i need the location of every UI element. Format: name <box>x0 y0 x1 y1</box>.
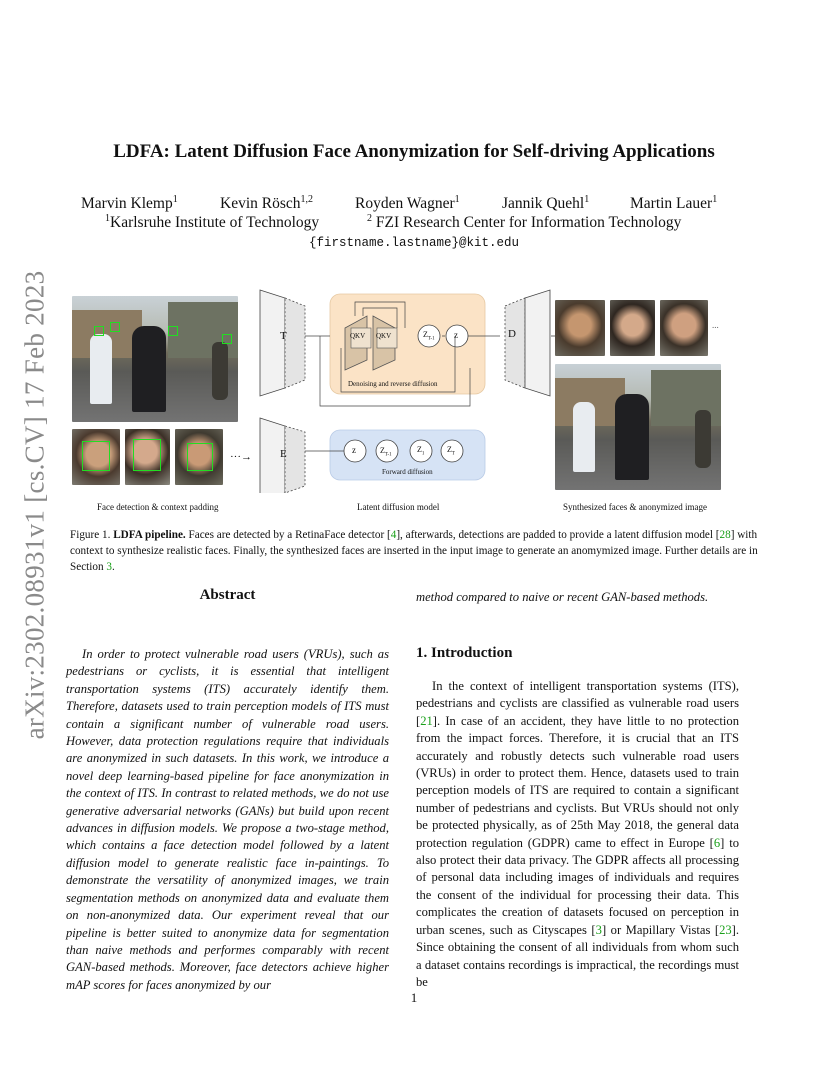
affiliation <box>105 214 319 232</box>
figure-caption <box>70 527 760 575</box>
z-subscript: T-1 <box>427 336 435 342</box>
denoising-label: Denoising and reverse diffusion <box>348 380 438 388</box>
decoder-D-shape <box>525 290 550 396</box>
author-sup: 1 <box>172 194 178 205</box>
caption-text: Faces are detected by a RetinaFace detector [ <box>185 529 391 541</box>
citation-link[interactable]: 21 <box>420 713 433 728</box>
caption-prefix: Figure 1. <box>70 529 111 541</box>
intro-text: ]. In case of an accident, they have little to no protection from the impact forces. Therefore, it is crucial that an ITS accurately and robustly detects such vulnerable road users (VRUs) in order to protect them. Hence, datasets used to train perception models of ITS are required to contain a significant number of pedestrians and cyclists. But VRUs should not only be protected physically, as of 25th May 2018, the general data protection regulation (GDPR) came to effect in Europe [ <box>416 713 739 850</box>
intro-text: ]. Since obtaining the consent of all individuals from whom such a dataset contains recordings is impractical, the recordings must be <box>416 922 740 989</box>
decoder-D-side <box>505 298 525 388</box>
paper-title: LDFA: Latent Diffusion Face Anonymization for Self-driving Applications <box>113 141 715 162</box>
author-name: Royden Wagner <box>355 195 455 212</box>
z-subscript: T <box>451 451 455 457</box>
encoder-T-label: T <box>280 330 287 342</box>
panel-caption-right: Synthesized faces & anonymized image <box>563 502 707 512</box>
author <box>630 195 717 213</box>
author-sup: 1 <box>712 194 718 205</box>
citation-link[interactable]: 4 <box>390 529 397 541</box>
encoder-E-label: E <box>280 448 287 460</box>
qkv-label: QKV <box>376 332 392 340</box>
face-crop <box>175 429 223 485</box>
figure-ldfa-pipeline <box>70 288 760 518</box>
caption-bold: LDFA pipeline. <box>113 529 186 541</box>
author-name: Jannik Quehl <box>502 195 585 212</box>
section-link[interactable]: 3 <box>106 561 112 573</box>
face-crop <box>125 429 170 485</box>
author-sup: 1,2 <box>300 194 314 205</box>
citation-link[interactable]: 3 <box>595 922 602 937</box>
z-symbol: Z <box>447 445 452 454</box>
citation-link[interactable]: 23 <box>719 922 732 937</box>
intro-text: ] to also protect their data privacy. The GDPR affects all processing of personal data including images of individuals and requires the consent of the individual for processing their data. This complicates the creation of datasets focused on perception in urban scenes, such as Cityscapes [ <box>416 835 739 937</box>
face-box <box>110 322 120 332</box>
face-box <box>168 326 178 336</box>
abstract-text: In order to protect vulnerable road users (VRUs), such as pedestrians or cyclists, it is essential that intelligent transportation systems (ITS) accurately identify them. Therefore, datasets used to train perception models of ITS must contain a significant number of vulnerable road users. However, data protection regulations require that individuals are anonymized in such datasets. In this work, we introduce a novel deep learning-based pipeline for face anonymization in the context of ITS. In contrast to related methods, we do not use generative adversarial networks (GANs) but build upon recent advances in diffusion models. We propose a two-stage method, which contains a face detection model followed by a latent diffusion model to generate realistic face in-paintings. To demonstrate the versatility of anonymized images, we train segmentation methods on anonymized data and evaluate them on non-anonymized data. Our experiment reveal that our pipeline is better suited to anonymize data for segmentation than naive methods and performes comparably with recent GAN-based methods. Moreover, face detectors achieve higher mAP scores for faces anonymized by our <box>66 647 389 992</box>
encoder-E-side <box>285 426 305 493</box>
author <box>220 195 313 213</box>
z-t-minus-1-label <box>423 330 435 342</box>
author-name: Marvin Klemp <box>81 195 173 212</box>
affiliation-name: FZI Research Center for Information Technology <box>375 214 682 231</box>
citation-link[interactable]: 6 <box>713 835 721 850</box>
pedestrian <box>132 326 166 412</box>
page-number: 1 <box>410 990 418 1005</box>
z-subscript: T-1 <box>384 452 392 458</box>
face-box <box>187 443 213 471</box>
intro-text: In the context of intelligent transportation systems (ITS), pedestrians and cyclists are classified as vulnerable road users [ <box>416 679 739 728</box>
synth-face <box>555 300 605 356</box>
author <box>355 195 460 213</box>
synth-face <box>660 300 708 356</box>
fwd-z-label: z <box>352 445 356 455</box>
affiliation-sup: 1 <box>105 213 110 224</box>
face-box <box>94 326 104 336</box>
author-name: Martin Lauer <box>630 195 713 212</box>
caption-text: ], afterwards, detections are padded to provide a latent diffusion model [ <box>396 529 720 541</box>
synth-face <box>610 300 655 356</box>
anonymized-street-image <box>555 364 721 490</box>
panel-caption-left: Face detection & context padding <box>97 502 219 512</box>
author-name: Kevin Rösch <box>220 195 301 212</box>
author <box>81 195 178 213</box>
qkv-label: QKV <box>350 332 366 340</box>
intro-paragraph <box>416 678 739 991</box>
fwd-z1-label <box>417 445 424 457</box>
panel-caption-middle: Latent diffusion model <box>357 502 440 512</box>
latent-diffusion-diagram <box>255 288 590 493</box>
affiliation-sup: 2 <box>367 213 372 224</box>
decoder-D-label: D <box>508 328 516 340</box>
fwd-z-t-minus-1-label <box>380 446 392 458</box>
intro-heading: 1. Introduction <box>416 645 513 661</box>
abstract-continuation: method compared to naive or recent GAN-based methods. <box>416 590 709 604</box>
intro-text: ] or Mapillary Vistas [ <box>601 922 720 937</box>
caption-text: . <box>111 561 115 573</box>
author-sup: 1 <box>454 194 460 205</box>
face-box <box>82 441 110 471</box>
face-crop <box>72 429 120 485</box>
author <box>502 195 589 213</box>
abstract-heading: Abstract <box>199 587 256 603</box>
pedestrian <box>573 402 595 472</box>
ellipsis: ... <box>712 320 719 330</box>
encoder-T-shape <box>260 290 285 396</box>
input-street-image <box>72 296 238 422</box>
pedestrian <box>212 342 228 400</box>
affiliation <box>367 214 681 232</box>
forward-diffusion-label: Forward diffusion <box>382 468 433 476</box>
author-sup: 1 <box>584 194 590 205</box>
affiliation-name: Karlsruhe Institute of Technology <box>110 214 320 231</box>
ellipsis-arrow: ···→ <box>230 451 252 463</box>
fwd-zT-label <box>447 445 455 457</box>
z-label: z <box>454 330 458 340</box>
face-box <box>222 334 232 344</box>
pedestrian <box>615 394 649 480</box>
z-subscript: 1 <box>421 451 425 457</box>
arxiv-identifier <box>10 270 60 740</box>
author-email[interactable]: {firstname.lastname}@kit.edu <box>308 236 520 250</box>
pedestrian <box>695 410 711 468</box>
citation-link[interactable]: 28 <box>719 529 731 541</box>
z-symbol: Z <box>417 445 422 454</box>
face-box <box>133 439 161 471</box>
pedestrian <box>90 334 112 404</box>
encoder-T-side <box>285 298 305 388</box>
z-symbol: Z <box>380 446 385 455</box>
arxiv-id-text: arXiv:2302.08931v1 [cs.CV] 17 Feb 2023 <box>19 270 50 740</box>
z-symbol: Z <box>423 330 428 339</box>
caption-text: ] with context to synthesize realistic faces. Finally, the synthesized faces are inserted in the input image to generate an anomymized image. Further details are in Section <box>70 529 758 573</box>
